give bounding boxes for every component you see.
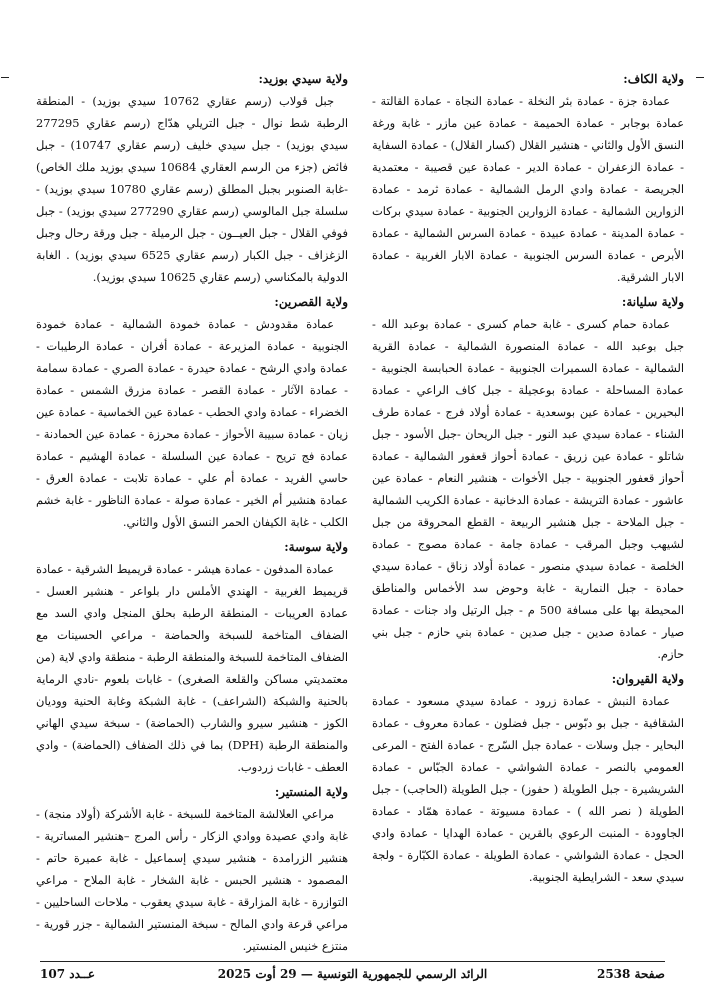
section-heading: ولاية سليانة: xyxy=(621,295,684,309)
margin-mark-left xyxy=(1,77,9,78)
page-number: صفحة 2538 xyxy=(596,967,665,981)
section-text: عمادة المدفون - عمادة هيشر - عمادة قريميط الشرقية - عمادة قريميط الغربية - الهندي الأملس دار بلواعر - هنشير العسل - عمادة العريبات - المنطقة الرطبة بحلق المنجل وادي السد مع الضفاف المتاخمة للسبخة والحماضة - مراعي الحسينات مع الضفاف المتاخمة للسبخة والمنطقة الرطبة - منطقة وادي لاية (من معتمديتي مساكن والقلعة الصغرى) - غابات بلعوم -نادي الرماية بالحنية والشبكة (الشراعف) - غابة الشبكة وغابة الحنية ووديان الكوز - هنشير سيرو والشارب (الحماضة) - سبخة سيدي الهاني والمنطقة الرطبة (DPH) بما في ذلك الضفاف (الحماضة) - وادي العطف - غابات زردوب. xyxy=(36,562,348,774)
footer-divider xyxy=(40,961,665,962)
section-heading: ولاية القيروان: xyxy=(611,672,684,686)
section-sidi-bouzid xyxy=(36,68,348,288)
section-heading: ولاية سوسة: xyxy=(284,540,348,554)
section-siliana xyxy=(372,291,684,665)
right-column xyxy=(372,68,684,888)
section-heading: ولاية القصرين: xyxy=(274,295,348,309)
section-kef xyxy=(372,68,684,288)
section-kasserine xyxy=(36,291,348,533)
section-text: عمادة جزة - عمادة بئر النخلة - عمادة النجاة - عمادة القالتة - عمادة بوجابر - عمادة الحميمة - عمادة عين مازر - غابة ورغة النسق الأول والثاني - هنشير القلال (كسار القلال) - عمادة السفاية - عمادة الزعفران - عمادة الدير - عمادة عين قصيبة - معتمدية الجريصة - عمادة وادي الرمل الشمالية - عمادة ثرمد - عمادة الزوارين الشمالية - عمادة الزوارين الجنوبية - عمادة سيدي بركات - عمادة المدينة - عمادة عبيدة - عمادة السرس الشمالية - عمادة الأبرص - عمادة السرس الجنوبية - عمادة الابار الغربية - عمادة الابار الشرقية. xyxy=(372,94,684,284)
margin-mark-right xyxy=(696,77,704,78)
section-sousse xyxy=(36,536,348,778)
section-kairouan xyxy=(372,668,684,888)
section-text: عمادة مقدودش - عمادة خمودة الشمالية - عمادة خمودة الجنوبية - عمادة المزيرعة - عمادة أفران - عمادة الرطيبات - عمادة وادي الرشح - عمادة حيدرة - عمادة الصري - عمادة سمامة - عمادة الآثار - عمادة القصر - عمادة مزرق الشمس - عمادة الخضراء - عمادة وادي الحطب - عمادة عين الخماسية - عمادة عين زيان - عمادة سبيبة الأحواز - عمادة محرزة - عمادة عين الحمادنة - عمادة فج تريح - عمادة عين السلسلة - عمادة الهشيم - عمادة حاسي الفريد - عمادة أم علي - عمادة تلابت - عمادة العرق - عمادة هنشير أم الخير - عمادة صولة - عمادة الناظور - غابة خشم الكلب - غابة الكيفان الحمر النسق الأول والثاني. xyxy=(36,317,348,529)
issue-number: عــدد 107 xyxy=(40,967,96,981)
section-heading: ولاية المنستير: xyxy=(274,785,348,799)
section-monastir xyxy=(36,781,348,957)
section-heading: ولاية سيدي بوزيد: xyxy=(258,72,348,86)
section-text: عمادة النبش - عمادة زرود - عمادة سيدي مسعود - عمادة الشقافية - جبل بو دبّوس - جبل فضلون - عمادة معروف - عمادة البحاير - جبل وسلات - عمادة جبل السّرج - عمادة الفتح - المرعى العمومي بالنصر - عمادة الشواشي - عمادة الجبّاس - عمادة الشريشيرة - جبل الطويلة ( حفوز) - جبل الطويلة (الحاجب) - جبل الطويلة ( نصر الله ) - عمادة مسيوتة - عمادة همّاد - عمادة الجاوودة - المنبت الرعوي بالقرين - عمادة الهدايا - عمادة وادي الحجل - عمادة الشواشي - عمادة الطويلة - عمادة الكبّارة - ولجة سيدي سعد - الشرايطية الجنوبية. xyxy=(372,694,684,884)
page-footer xyxy=(40,967,665,987)
publication-title-date: الرائد الرسمي للجمهورية التونسية — 29 أوت 2025 xyxy=(217,967,488,981)
left-column xyxy=(36,68,348,957)
section-text: مراعي العلالشة المتاخمة للسبخة - غابة الأشركة (أولاد منجة) - غابة وادي عصيدة ووادي الزكار - رأس المرج –هنشير المساترية - هنشير الزرامدة - هنشير سيدي إسماعيل - غابة عميرة حاتم - المصمود - هنشير الحبس - غابة الشخار - غابة الملاح - مراعي التوازرة - غابة المزارقة - غابة سيدي يعقوب - ملاحات الساحليين - مراعي قرعة وادي المالح - سبخة المنستير الشمالية - جزر قورية - منتزع خنيس المنستير. xyxy=(36,807,348,953)
section-text: جبل قولاب (رسم عقاري 10762 سيدي بوزيد) - المنطقة الرطبة شط نوال - جبل التريلي هدّاج (رسم عقاري 277295 سيدي بوزيد) - جبل سيدي خليف (رسم عقاري 10747) - جبل فائض (جزء من الرسم العقاري 10684 سيدي بوزيد ملك الخاص) -غابة الصنوبر بجبل المطلق (رسم عقاري 10780 سيدي بوزيد) - سلسلة جبل المالوسي (رسم عقاري 277290 سيدي بوزيد) - جبل فوفي القلال - جبل العيــون - جبل الرميلة - جبل ورقة رحال وجبل الزغزاف - جبل الكبار (رسم عقاري 6525 سيدي بوزيد) . الغابة الدولية بالمكناسي (رسم عقاري 10625 سيدي بوزيد). xyxy=(36,94,348,284)
section-heading: ولاية الكاف: xyxy=(623,72,684,86)
section-text: عمادة حمام كسرى - غابة حمام كسرى - عمادة بوعبد الله - جبل بوعبد الله - عمادة المنصورة الشمالية - عمادة القرية الشمالية - عمادة السميرات الجنوبية - عمادة الحبابسة الجنوبية - عمادة المساحلة - عمادة بوعجيلة - جبل كاف الراعي - عمادة البحيرين - عمادة عين بوسعدية - عمادة أولاد فرج - عمادة طرف الشناء - عمادة سيدي عبد النور - جبل الريحان -جبل الأسود - جبل شاتلو - عمادة عين زريق - عمادة أحواز قعفور الشمالية - عمادة أحواز قعفور الجنوبية - جبل الأخوات - هنشير النعام - عمادة عين عاشور - عمادة التريشة - عمادة الدخانية - عمادة الكريب الشمالية - جبل الملاحة - جبل هنشير الربيعة - القطع المحروقة من جبل لشيهب وجبل المرقب - عمادة جامة - عمادة مصوج - عمادة الخلصة - عمادة سيدي منصور - عمادة أولاد زناق - عمادة سيدي حمادة - جبل النمارية - غابة وحوض سد الأخماس والمناطق المحيطة بها على مسافة 500 م - جبل الرتيل واد جنات - عمادة صيار - عمادة صدين - جبل صدين - عمادة بني حازم - جبل بني حازم. xyxy=(372,317,685,661)
